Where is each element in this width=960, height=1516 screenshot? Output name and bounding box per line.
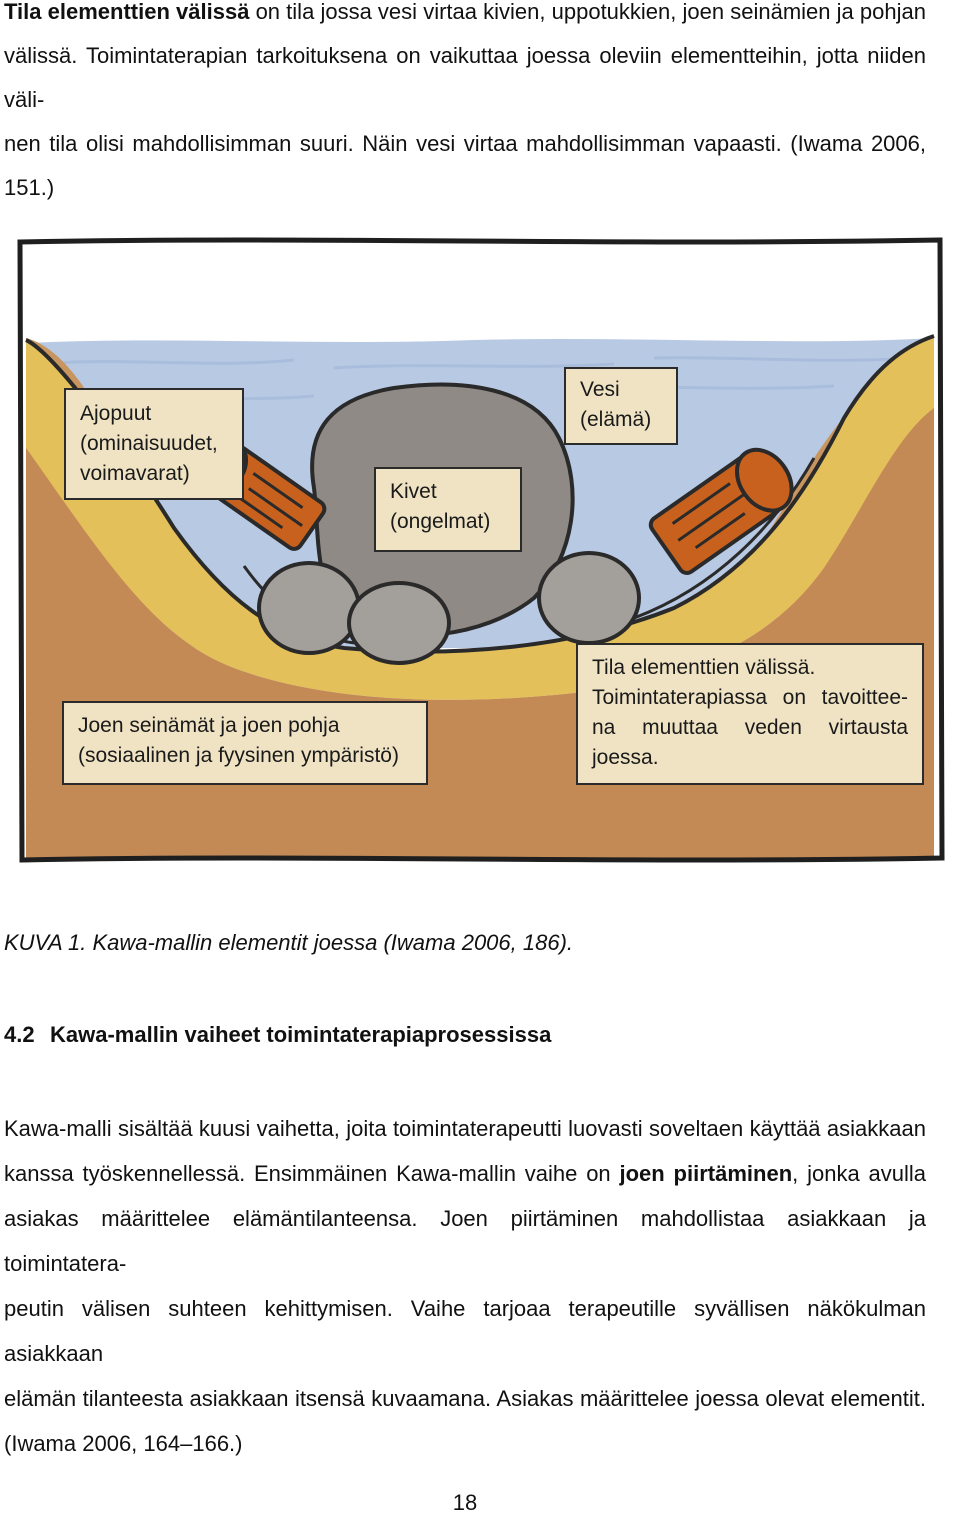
label-rocks-line-1: Kivet [390, 480, 437, 503]
intro-line-4: 151.) [4, 175, 55, 200]
body-line-2 [4, 1151, 926, 1196]
label-space-line-3: na muuttaa veden virtausta [592, 716, 908, 739]
label-space-line-2: Toimintaterapiassa on tavoittee- [592, 686, 908, 709]
label-water [564, 367, 678, 445]
intro-line-2: välissä. Toimintaterapian tarkoituksena on vaikuttaa joessa oleviin elementteihin, jotta niiden väli- [4, 43, 926, 112]
label-water-line-1: Vesi [580, 378, 620, 401]
label-walls-line-2: (sosiaalinen ja fyysinen ympäristö) [78, 744, 399, 767]
label-driftwood-line-1: Ajopuut [80, 402, 152, 425]
body-line-1: Kawa-malli sisältää kuusi vaihetta, joita toimintaterapeutti luovasti soveltaen käyttää asiakkaan [4, 1116, 926, 1141]
label-driftwood [64, 388, 244, 500]
intro-paragraph [4, 0, 926, 210]
label-space-line-4: joessa. [592, 746, 659, 769]
intro-bold-term: Tila elementtien välissä [4, 0, 250, 24]
intro-line-1-rest: on tila jossa vesi virtaa kivien, uppotukkien, joen seinämien ja pohjan [249, 0, 926, 24]
figure-caption: KUVA 1. Kawa-mallin elementit joessa (Iwama 2006, 186). [4, 930, 574, 955]
label-space-between [576, 643, 924, 785]
intro-line-1 [4, 0, 926, 34]
label-driftwood-line-3: voimavarat) [80, 462, 190, 485]
body-line-2-end: , jonka avulla [792, 1161, 926, 1186]
label-water-line-2: (elämä) [580, 408, 652, 431]
small-rock-mid [349, 583, 449, 663]
section-number: 4.2 [4, 1022, 35, 1047]
body-line-2-start: kanssa työskennellessä. Ensimmäinen Kawa-mallin vaihe on [4, 1161, 620, 1186]
body-line-3: asiakas määrittelee elämäntilanteensa. Joen piirtäminen mahdollistaa asiakkaan ja toimintatera- [4, 1206, 926, 1276]
page-number: 18 [452, 1490, 478, 1515]
intro-line-3: nen tila olisi mahdollisimman suuri. Näin vesi virtaa mahdollisimman vapaasti. (Iwama 2006, [4, 131, 926, 156]
body-line-5: elämän tilanteesta asiakkaan itsensä kuvaamana. Asiakas määrittelee joessa olevat elementit. [4, 1386, 926, 1411]
label-rocks-line-2: (ongelmat) [390, 510, 491, 533]
label-river-walls [62, 701, 428, 785]
small-rock-right [539, 553, 639, 643]
label-rocks [374, 467, 522, 552]
body-paragraph [4, 1106, 926, 1466]
label-driftwood-line-2: (ominaisuudet, [80, 432, 218, 455]
label-space-line-1: Tila elementtien välissä. [592, 656, 816, 679]
section-title: Kawa-mallin vaiheet toimintaterapiaprosessissa [50, 1022, 552, 1047]
body-bold-term: joen piirtäminen [619, 1161, 793, 1186]
label-walls-line-1: Joen seinämät ja joen pohja [78, 714, 340, 737]
body-line-6: (Iwama 2006, 164–166.) [4, 1431, 243, 1456]
section-heading [4, 1022, 551, 1048]
small-rock-left [259, 563, 359, 653]
kawa-river-figure [14, 228, 948, 878]
body-line-4: peutin välisen suhteen kehittymisen. Vaihe tarjoaa terapeutille syvällisen näkökulman asiakkaan [4, 1296, 926, 1366]
